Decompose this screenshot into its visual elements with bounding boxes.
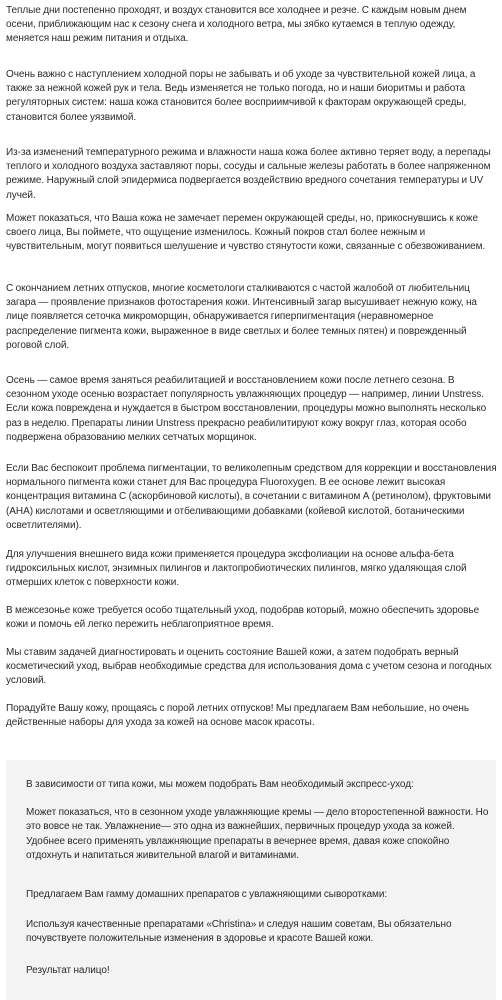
- express-care-box: [6, 760, 496, 1000]
- article-paragraph: Теплые дни постепенно проходят, и воздух становится все холоднее и резче. С каждым новым днем осени, приближающим нас к сезону снега и холодного ветра, мы зябко кутаемся в теплую одежду, меняется наш режим питания и отдыха.: [6, 5, 467, 45]
- box-result-text: Результат налицо!: [26, 965, 110, 976]
- article-paragraph: В межсезонье коже требуется особо тщательный уход, подобрав который, можно обеспечить здоровье кожи и помочь ей легко пережить неблагоприятное время.: [6, 605, 480, 631]
- box-paragraph: Используя качественные препаратами «Christina» и следуя нашим советам, Вы обязательно почувствуете положительные изменения в здоровье и красоте Вашей кожи.: [26, 919, 452, 945]
- article-paragraph: Может показаться, что Ваша кожа не замечает перемен окружающей среды, но, прикоснувшись к коже своего лица, Вы поймете, что ощущение изменилось. Кожный покров стал более нежным и чувствительным, могут появиться шелушение и чувство стянутости кожи, связанные с обезвоживанием.: [6, 213, 486, 253]
- article-paragraph: Если Вас беспокоит проблема пигментации, то великолепным средством для коррекции и восстановления нормального пигмента кожи станет для Вас процедура Fluoroxygen. В ее основе лежит высокая концентрация витамина С (аскорбиновой кислоты), в сочетании с витамином А (ретинолом), фруктовыми (АНА) кислотами и осветляющими и отбеливающими добавками (койевой кислотой, ботаническими осветлителями).: [6, 463, 497, 531]
- box-paragraph: Предлагаем Вам гамму домашних препаратов с увлажняющими сыворотками:: [26, 889, 388, 900]
- article-paragraph: Очень важно с наступлением холодной поры не забывать и об уходе за чувствительной кожей лица, а также за нежной кожей рук и тела. Ведь изменяется не только погода, но и наши биоритмы и работа регуляторных систем: наша кожа становится более восприимчивой к факторам окружающей среды, становится более уязвимой.: [6, 69, 476, 123]
- article-paragraph: Мы ставим задачей диагностировать и оценить состояние Вашей кожи, а затем подобрать верный косметический уход, выбрав необходимые средства для использования дома с учетом сезона и погодных условий.: [6, 647, 492, 687]
- box-paragraph: Может показаться, что в сезонном уходе увлажняющие кремы — дело второстепенной важности. Но это вовсе не так. Увлажнение— это одна из важнейших, первичных процедур ухода за кожей. Удобнее всего применять увлажняющие препараты в вечернее время, давая коже спокойно отдохнуть и напитаться живительной влагой и витаминами.: [26, 807, 489, 862]
- article-paragraph: Осень — самое время заняться реабилитацией и восстановлением кожи после летнего сезона. В сезонном уходе осенью возрастает популярность увлажняющих процедур — например, линии Unstress. Если кожа повреждена и нуждается в быстром восстановлении, процедуры можно выполнять несколько раз в неделю. Препараты линии Unstress прекрасно реабилитируют кожу вокруг глаз, которая особо подвержена образованию мелких сетчатых морщинок.: [6, 375, 487, 443]
- box-intro: В зависимости от типа кожи, мы можем подобрать Вам необходимый экспресс-уход:: [26, 779, 414, 790]
- article-paragraph: С окончанием летних отпусков, многие косметологи сталкиваются с частой жалобой от любительниц загара — проявление признаков фотостарения кожи. Интенсивный загар высушивает нежную кожу, на лице появляется сеточка микроморщин, обнаруживается гиперпигментация (неравномерное распределение пигмента кожи, выраженное в виде светлых и более темных пятен) и поврежденный роговой слой.: [6, 283, 477, 351]
- article-paragraph: Для улучшения внешнего вида кожи применяется процедура эксфолиации на основе альфа-бета гидроксильных кислот, энзимных пилингов и лактопробиотических пилингов, мягко удаляющая слой отмерших клеток с поверхности кожи.: [6, 549, 467, 589]
- article-paragraph: Из-за изменений температурного режима и влажности наша кожа более активно теряет воду, а перепады теплого и холодного воздуха заставляют поры, сосуды и сальные железы работать в более напряженном режиме. Наружный слой эпидермиса подвергается воздействию вредного сочетания температуры и UV лучей.: [6, 147, 491, 201]
- article-paragraph: Порадуйте Вашу кожу, прощаясь с порой летних отпусков! Мы предлагаем Вам небольшие, но очень действенные наборы для ухода за кожей на основе масок красоты.: [6, 703, 470, 729]
